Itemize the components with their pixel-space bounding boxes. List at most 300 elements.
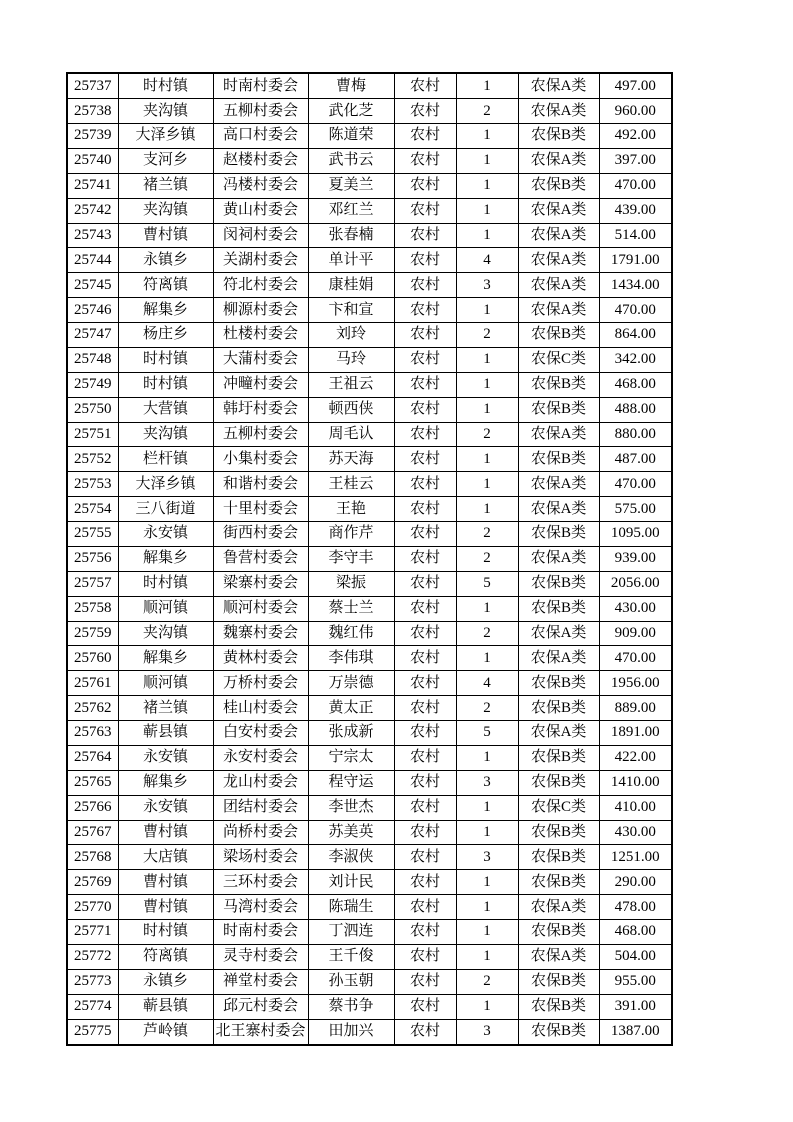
table-row: [67, 621, 672, 646]
cell-village-committee: 黄林村委会: [213, 646, 308, 671]
cell-person-name: 陈道荣: [308, 124, 394, 149]
cell-record-id: 25770: [67, 895, 118, 920]
table-row: [67, 596, 672, 621]
cell-person-name: 蔡士兰: [308, 596, 394, 621]
cell-insurance-category: 农保A类: [518, 298, 599, 323]
cell-village-committee: 高口村委会: [213, 124, 308, 149]
cell-person-name: 万崇德: [308, 671, 394, 696]
cell-person-name: 李守丰: [308, 546, 394, 571]
cell-insurance-category: 农保A类: [518, 497, 599, 522]
cell-record-id: 25738: [67, 99, 118, 124]
cell-amount: 497.00: [599, 73, 672, 99]
cell-village-committee: 冯楼村委会: [213, 173, 308, 198]
cell-town: 曹村镇: [118, 870, 213, 895]
cell-residence-type: 农村: [394, 1019, 456, 1045]
cell-residence-type: 农村: [394, 273, 456, 298]
cell-residence-type: 农村: [394, 870, 456, 895]
cell-insurance-category: 农保B类: [518, 845, 599, 870]
cell-amount: 468.00: [599, 372, 672, 397]
cell-record-id: 25758: [67, 596, 118, 621]
cell-person-count: 1: [456, 920, 518, 945]
cell-record-id: 25753: [67, 472, 118, 497]
cell-amount: 487.00: [599, 447, 672, 472]
table-row: [67, 920, 672, 945]
cell-village-committee: 禅堂村委会: [213, 969, 308, 994]
cell-insurance-category: 农保A类: [518, 721, 599, 746]
cell-record-id: 25743: [67, 223, 118, 248]
table-row: [67, 646, 672, 671]
cell-person-count: 1: [456, 347, 518, 372]
cell-person-count: 1: [456, 372, 518, 397]
cell-person-name: 梁振: [308, 571, 394, 596]
cell-village-committee: 万桥村委会: [213, 671, 308, 696]
cell-amount: 909.00: [599, 621, 672, 646]
cell-residence-type: 农村: [394, 397, 456, 422]
cell-amount: 478.00: [599, 895, 672, 920]
cell-insurance-category: 农保A类: [518, 546, 599, 571]
table-row: [67, 546, 672, 571]
cell-person-count: 1: [456, 895, 518, 920]
cell-record-id: 25748: [67, 347, 118, 372]
cell-village-committee: 永安村委会: [213, 745, 308, 770]
cell-person-name: 马玲: [308, 347, 394, 372]
cell-record-id: 25768: [67, 845, 118, 870]
cell-town: 解集乡: [118, 770, 213, 795]
cell-record-id: 25764: [67, 745, 118, 770]
cell-record-id: 25763: [67, 721, 118, 746]
table-row: [67, 323, 672, 348]
table-row: [67, 173, 672, 198]
cell-person-count: 1: [456, 646, 518, 671]
cell-record-id: 25762: [67, 696, 118, 721]
cell-residence-type: 农村: [394, 497, 456, 522]
cell-record-id: 25766: [67, 795, 118, 820]
cell-amount: 430.00: [599, 596, 672, 621]
cell-insurance-category: 农保C类: [518, 347, 599, 372]
cell-amount: 575.00: [599, 497, 672, 522]
cell-person-count: 1: [456, 298, 518, 323]
cell-insurance-category: 农保B类: [518, 696, 599, 721]
cell-residence-type: 农村: [394, 422, 456, 447]
cell-residence-type: 农村: [394, 646, 456, 671]
records-table: [66, 72, 673, 1046]
cell-person-name: 李淑侠: [308, 845, 394, 870]
cell-person-name: 魏红伟: [308, 621, 394, 646]
cell-town: 顺河镇: [118, 671, 213, 696]
cell-residence-type: 农村: [394, 770, 456, 795]
cell-insurance-category: 农保B类: [518, 596, 599, 621]
cell-person-count: 2: [456, 323, 518, 348]
cell-amount: 864.00: [599, 323, 672, 348]
cell-residence-type: 农村: [394, 696, 456, 721]
cell-person-count: 3: [456, 273, 518, 298]
table-row: [67, 721, 672, 746]
cell-amount: 468.00: [599, 920, 672, 945]
cell-person-count: 5: [456, 721, 518, 746]
cell-residence-type: 农村: [394, 73, 456, 99]
cell-town: 永安镇: [118, 795, 213, 820]
cell-record-id: 25767: [67, 820, 118, 845]
cell-village-committee: 和谐村委会: [213, 472, 308, 497]
cell-town: 解集乡: [118, 546, 213, 571]
table-row: [67, 870, 672, 895]
cell-insurance-category: 农保B类: [518, 372, 599, 397]
cell-insurance-category: 农保A类: [518, 646, 599, 671]
cell-person-name: 邓红兰: [308, 198, 394, 223]
cell-person-count: 2: [456, 99, 518, 124]
cell-record-id: 25741: [67, 173, 118, 198]
cell-residence-type: 农村: [394, 944, 456, 969]
records-table-body: [67, 73, 672, 1045]
cell-person-name: 张成新: [308, 721, 394, 746]
cell-amount: 470.00: [599, 646, 672, 671]
cell-town: 褚兰镇: [118, 173, 213, 198]
cell-residence-type: 农村: [394, 571, 456, 596]
cell-record-id: 25737: [67, 73, 118, 99]
cell-insurance-category: 农保B类: [518, 745, 599, 770]
cell-insurance-category: 农保A类: [518, 148, 599, 173]
cell-town: 符离镇: [118, 273, 213, 298]
table-row: [67, 372, 672, 397]
cell-amount: 470.00: [599, 472, 672, 497]
cell-village-committee: 时南村委会: [213, 73, 308, 99]
table-row: [67, 99, 672, 124]
cell-insurance-category: 农保B类: [518, 770, 599, 795]
cell-record-id: 25765: [67, 770, 118, 795]
cell-town: 夹沟镇: [118, 99, 213, 124]
cell-residence-type: 农村: [394, 745, 456, 770]
table-row: [67, 969, 672, 994]
cell-insurance-category: 农保B类: [518, 323, 599, 348]
cell-person-name: 陈瑞生: [308, 895, 394, 920]
cell-record-id: 25745: [67, 273, 118, 298]
cell-person-count: 1: [456, 472, 518, 497]
cell-record-id: 25740: [67, 148, 118, 173]
cell-town: 曹村镇: [118, 895, 213, 920]
cell-insurance-category: 农保A类: [518, 248, 599, 273]
cell-amount: 2056.00: [599, 571, 672, 596]
table-row: [67, 795, 672, 820]
cell-village-committee: 闵祠村委会: [213, 223, 308, 248]
cell-person-count: 1: [456, 795, 518, 820]
table-row: [67, 248, 672, 273]
cell-amount: 410.00: [599, 795, 672, 820]
cell-person-count: 1: [456, 497, 518, 522]
cell-town: 杨庄乡: [118, 323, 213, 348]
cell-person-count: 3: [456, 845, 518, 870]
cell-village-committee: 赵楼村委会: [213, 148, 308, 173]
cell-village-committee: 龙山村委会: [213, 770, 308, 795]
cell-town: 永安镇: [118, 745, 213, 770]
cell-person-name: 卞和宣: [308, 298, 394, 323]
cell-residence-type: 农村: [394, 845, 456, 870]
cell-town: 夹沟镇: [118, 621, 213, 646]
cell-insurance-category: 农保A类: [518, 895, 599, 920]
cell-amount: 1434.00: [599, 273, 672, 298]
cell-person-name: 王千俊: [308, 944, 394, 969]
cell-person-count: 2: [456, 522, 518, 547]
cell-insurance-category: 农保B类: [518, 397, 599, 422]
cell-insurance-category: 农保C类: [518, 795, 599, 820]
cell-person-name: 刘计民: [308, 870, 394, 895]
table-row: [67, 745, 672, 770]
cell-village-committee: 街西村委会: [213, 522, 308, 547]
cell-residence-type: 农村: [394, 124, 456, 149]
cell-insurance-category: 农保B类: [518, 969, 599, 994]
cell-person-name: 商作芹: [308, 522, 394, 547]
cell-insurance-category: 农保B类: [518, 447, 599, 472]
cell-insurance-category: 农保A类: [518, 621, 599, 646]
cell-residence-type: 农村: [394, 895, 456, 920]
table-row: [67, 472, 672, 497]
cell-amount: 439.00: [599, 198, 672, 223]
cell-village-committee: 团结村委会: [213, 795, 308, 820]
table-row: [67, 1019, 672, 1045]
cell-person-count: 1: [456, 870, 518, 895]
cell-record-id: 25746: [67, 298, 118, 323]
cell-amount: 1095.00: [599, 522, 672, 547]
cell-town: 永镇乡: [118, 969, 213, 994]
cell-person-count: 2: [456, 969, 518, 994]
table-row: [67, 845, 672, 870]
cell-town: 解集乡: [118, 646, 213, 671]
cell-residence-type: 农村: [394, 298, 456, 323]
cell-person-count: 1: [456, 944, 518, 969]
table-row: [67, 770, 672, 795]
cell-insurance-category: 农保A类: [518, 223, 599, 248]
cell-person-name: 李世杰: [308, 795, 394, 820]
cell-person-count: 2: [456, 546, 518, 571]
cell-record-id: 25751: [67, 422, 118, 447]
table-row: [67, 497, 672, 522]
cell-person-name: 武书云: [308, 148, 394, 173]
cell-record-id: 25752: [67, 447, 118, 472]
cell-village-committee: 小集村委会: [213, 447, 308, 472]
cell-town: 大泽乡镇: [118, 472, 213, 497]
cell-person-name: 张春楠: [308, 223, 394, 248]
cell-village-committee: 梁寨村委会: [213, 571, 308, 596]
cell-residence-type: 农村: [394, 248, 456, 273]
cell-amount: 939.00: [599, 546, 672, 571]
cell-person-count: 3: [456, 770, 518, 795]
cell-insurance-category: 农保B类: [518, 920, 599, 945]
cell-record-id: 25759: [67, 621, 118, 646]
cell-town: 蕲县镇: [118, 721, 213, 746]
cell-person-name: 王桂云: [308, 472, 394, 497]
cell-record-id: 25754: [67, 497, 118, 522]
table-row: [67, 397, 672, 422]
table-row: [67, 124, 672, 149]
cell-village-committee: 大蒲村委会: [213, 347, 308, 372]
cell-village-committee: 鲁营村委会: [213, 546, 308, 571]
cell-amount: 391.00: [599, 994, 672, 1019]
cell-residence-type: 农村: [394, 920, 456, 945]
cell-residence-type: 农村: [394, 173, 456, 198]
cell-residence-type: 农村: [394, 820, 456, 845]
cell-person-count: 1: [456, 994, 518, 1019]
table-row: [67, 820, 672, 845]
cell-person-name: 宁宗太: [308, 745, 394, 770]
cell-amount: 492.00: [599, 124, 672, 149]
cell-person-name: 程守运: [308, 770, 394, 795]
cell-residence-type: 农村: [394, 969, 456, 994]
cell-insurance-category: 农保A类: [518, 73, 599, 99]
cell-village-committee: 邱元村委会: [213, 994, 308, 1019]
cell-residence-type: 农村: [394, 447, 456, 472]
cell-residence-type: 农村: [394, 148, 456, 173]
cell-amount: 430.00: [599, 820, 672, 845]
cell-record-id: 25760: [67, 646, 118, 671]
table-row: [67, 148, 672, 173]
cell-village-committee: 白安村委会: [213, 721, 308, 746]
cell-person-name: 李伟琪: [308, 646, 394, 671]
cell-town: 时村镇: [118, 571, 213, 596]
cell-amount: 514.00: [599, 223, 672, 248]
cell-village-committee: 三环村委会: [213, 870, 308, 895]
cell-person-name: 夏美兰: [308, 173, 394, 198]
cell-amount: 504.00: [599, 944, 672, 969]
cell-village-committee: 杜楼村委会: [213, 323, 308, 348]
cell-amount: 880.00: [599, 422, 672, 447]
cell-insurance-category: 农保B类: [518, 173, 599, 198]
cell-person-count: 2: [456, 621, 518, 646]
cell-record-id: 25757: [67, 571, 118, 596]
cell-town: 褚兰镇: [118, 696, 213, 721]
cell-town: 顺河镇: [118, 596, 213, 621]
cell-town: 大泽乡镇: [118, 124, 213, 149]
cell-person-count: 1: [456, 223, 518, 248]
cell-town: 时村镇: [118, 372, 213, 397]
cell-insurance-category: 农保B类: [518, 522, 599, 547]
table-row: [67, 298, 672, 323]
cell-person-count: 1: [456, 148, 518, 173]
cell-insurance-category: 农保B类: [518, 571, 599, 596]
cell-town: 时村镇: [118, 920, 213, 945]
cell-insurance-category: 农保A类: [518, 273, 599, 298]
cell-village-committee: 五柳村委会: [213, 99, 308, 124]
cell-insurance-category: 农保A类: [518, 944, 599, 969]
cell-residence-type: 农村: [394, 721, 456, 746]
cell-record-id: 25749: [67, 372, 118, 397]
cell-amount: 1410.00: [599, 770, 672, 795]
cell-person-count: 1: [456, 73, 518, 99]
cell-residence-type: 农村: [394, 99, 456, 124]
cell-record-id: 25775: [67, 1019, 118, 1045]
cell-insurance-category: 农保A类: [518, 422, 599, 447]
cell-residence-type: 农村: [394, 621, 456, 646]
cell-record-id: 25769: [67, 870, 118, 895]
cell-person-name: 单计平: [308, 248, 394, 273]
cell-village-committee: 十里村委会: [213, 497, 308, 522]
cell-person-name: 王艳: [308, 497, 394, 522]
cell-person-count: 1: [456, 173, 518, 198]
cell-person-name: 蔡书争: [308, 994, 394, 1019]
cell-residence-type: 农村: [394, 522, 456, 547]
cell-residence-type: 农村: [394, 323, 456, 348]
cell-village-committee: 冲疃村委会: [213, 372, 308, 397]
cell-town: 解集乡: [118, 298, 213, 323]
cell-amount: 470.00: [599, 298, 672, 323]
cell-town: 夹沟镇: [118, 422, 213, 447]
cell-village-committee: 时南村委会: [213, 920, 308, 945]
cell-village-committee: 韩圩村委会: [213, 397, 308, 422]
cell-village-committee: 顺河村委会: [213, 596, 308, 621]
cell-village-committee: 柳源村委会: [213, 298, 308, 323]
table-row: [67, 944, 672, 969]
cell-village-committee: 灵寺村委会: [213, 944, 308, 969]
cell-person-count: 1: [456, 596, 518, 621]
cell-person-name: 王祖云: [308, 372, 394, 397]
table-row: [67, 994, 672, 1019]
table-row: [67, 671, 672, 696]
cell-village-committee: 符北村委会: [213, 273, 308, 298]
cell-village-committee: 关湖村委会: [213, 248, 308, 273]
cell-person-count: 1: [456, 397, 518, 422]
cell-record-id: 25772: [67, 944, 118, 969]
cell-person-name: 曹梅: [308, 73, 394, 99]
cell-person-name: 苏天海: [308, 447, 394, 472]
cell-village-committee: 魏寨村委会: [213, 621, 308, 646]
cell-insurance-category: 农保B类: [518, 124, 599, 149]
cell-amount: 960.00: [599, 99, 672, 124]
cell-record-id: 25756: [67, 546, 118, 571]
cell-person-count: 4: [456, 248, 518, 273]
cell-town: 大店镇: [118, 845, 213, 870]
cell-person-name: 田加兴: [308, 1019, 394, 1045]
cell-person-count: 1: [456, 124, 518, 149]
cell-residence-type: 农村: [394, 372, 456, 397]
cell-person-name: 黄太正: [308, 696, 394, 721]
cell-village-committee: 尚桥村委会: [213, 820, 308, 845]
cell-insurance-category: 农保B类: [518, 671, 599, 696]
cell-town: 夹沟镇: [118, 198, 213, 223]
cell-amount: 397.00: [599, 148, 672, 173]
cell-person-name: 周毛认: [308, 422, 394, 447]
cell-person-count: 1: [456, 447, 518, 472]
cell-town: 曹村镇: [118, 820, 213, 845]
cell-village-committee: 黄山村委会: [213, 198, 308, 223]
cell-person-count: 4: [456, 671, 518, 696]
cell-person-name: 孙玉朝: [308, 969, 394, 994]
cell-person-name: 武化芝: [308, 99, 394, 124]
cell-village-committee: 桂山村委会: [213, 696, 308, 721]
cell-town: 符离镇: [118, 944, 213, 969]
cell-village-committee: 梁场村委会: [213, 845, 308, 870]
cell-town: 曹村镇: [118, 223, 213, 248]
cell-person-count: 3: [456, 1019, 518, 1045]
cell-person-count: 2: [456, 696, 518, 721]
table-row: [67, 522, 672, 547]
table-row: [67, 223, 672, 248]
cell-person-name: 苏美英: [308, 820, 394, 845]
cell-record-id: 25744: [67, 248, 118, 273]
cell-record-id: 25742: [67, 198, 118, 223]
table-row: [67, 73, 672, 99]
table-row: [67, 422, 672, 447]
cell-record-id: 25750: [67, 397, 118, 422]
cell-town: 芦岭镇: [118, 1019, 213, 1045]
cell-person-name: 顿西侠: [308, 397, 394, 422]
cell-town: 三八街道: [118, 497, 213, 522]
cell-amount: 955.00: [599, 969, 672, 994]
table-row: [67, 273, 672, 298]
cell-residence-type: 农村: [394, 994, 456, 1019]
cell-town: 永镇乡: [118, 248, 213, 273]
cell-record-id: 25774: [67, 994, 118, 1019]
cell-insurance-category: 农保B类: [518, 1019, 599, 1045]
cell-residence-type: 农村: [394, 671, 456, 696]
cell-person-count: 1: [456, 820, 518, 845]
